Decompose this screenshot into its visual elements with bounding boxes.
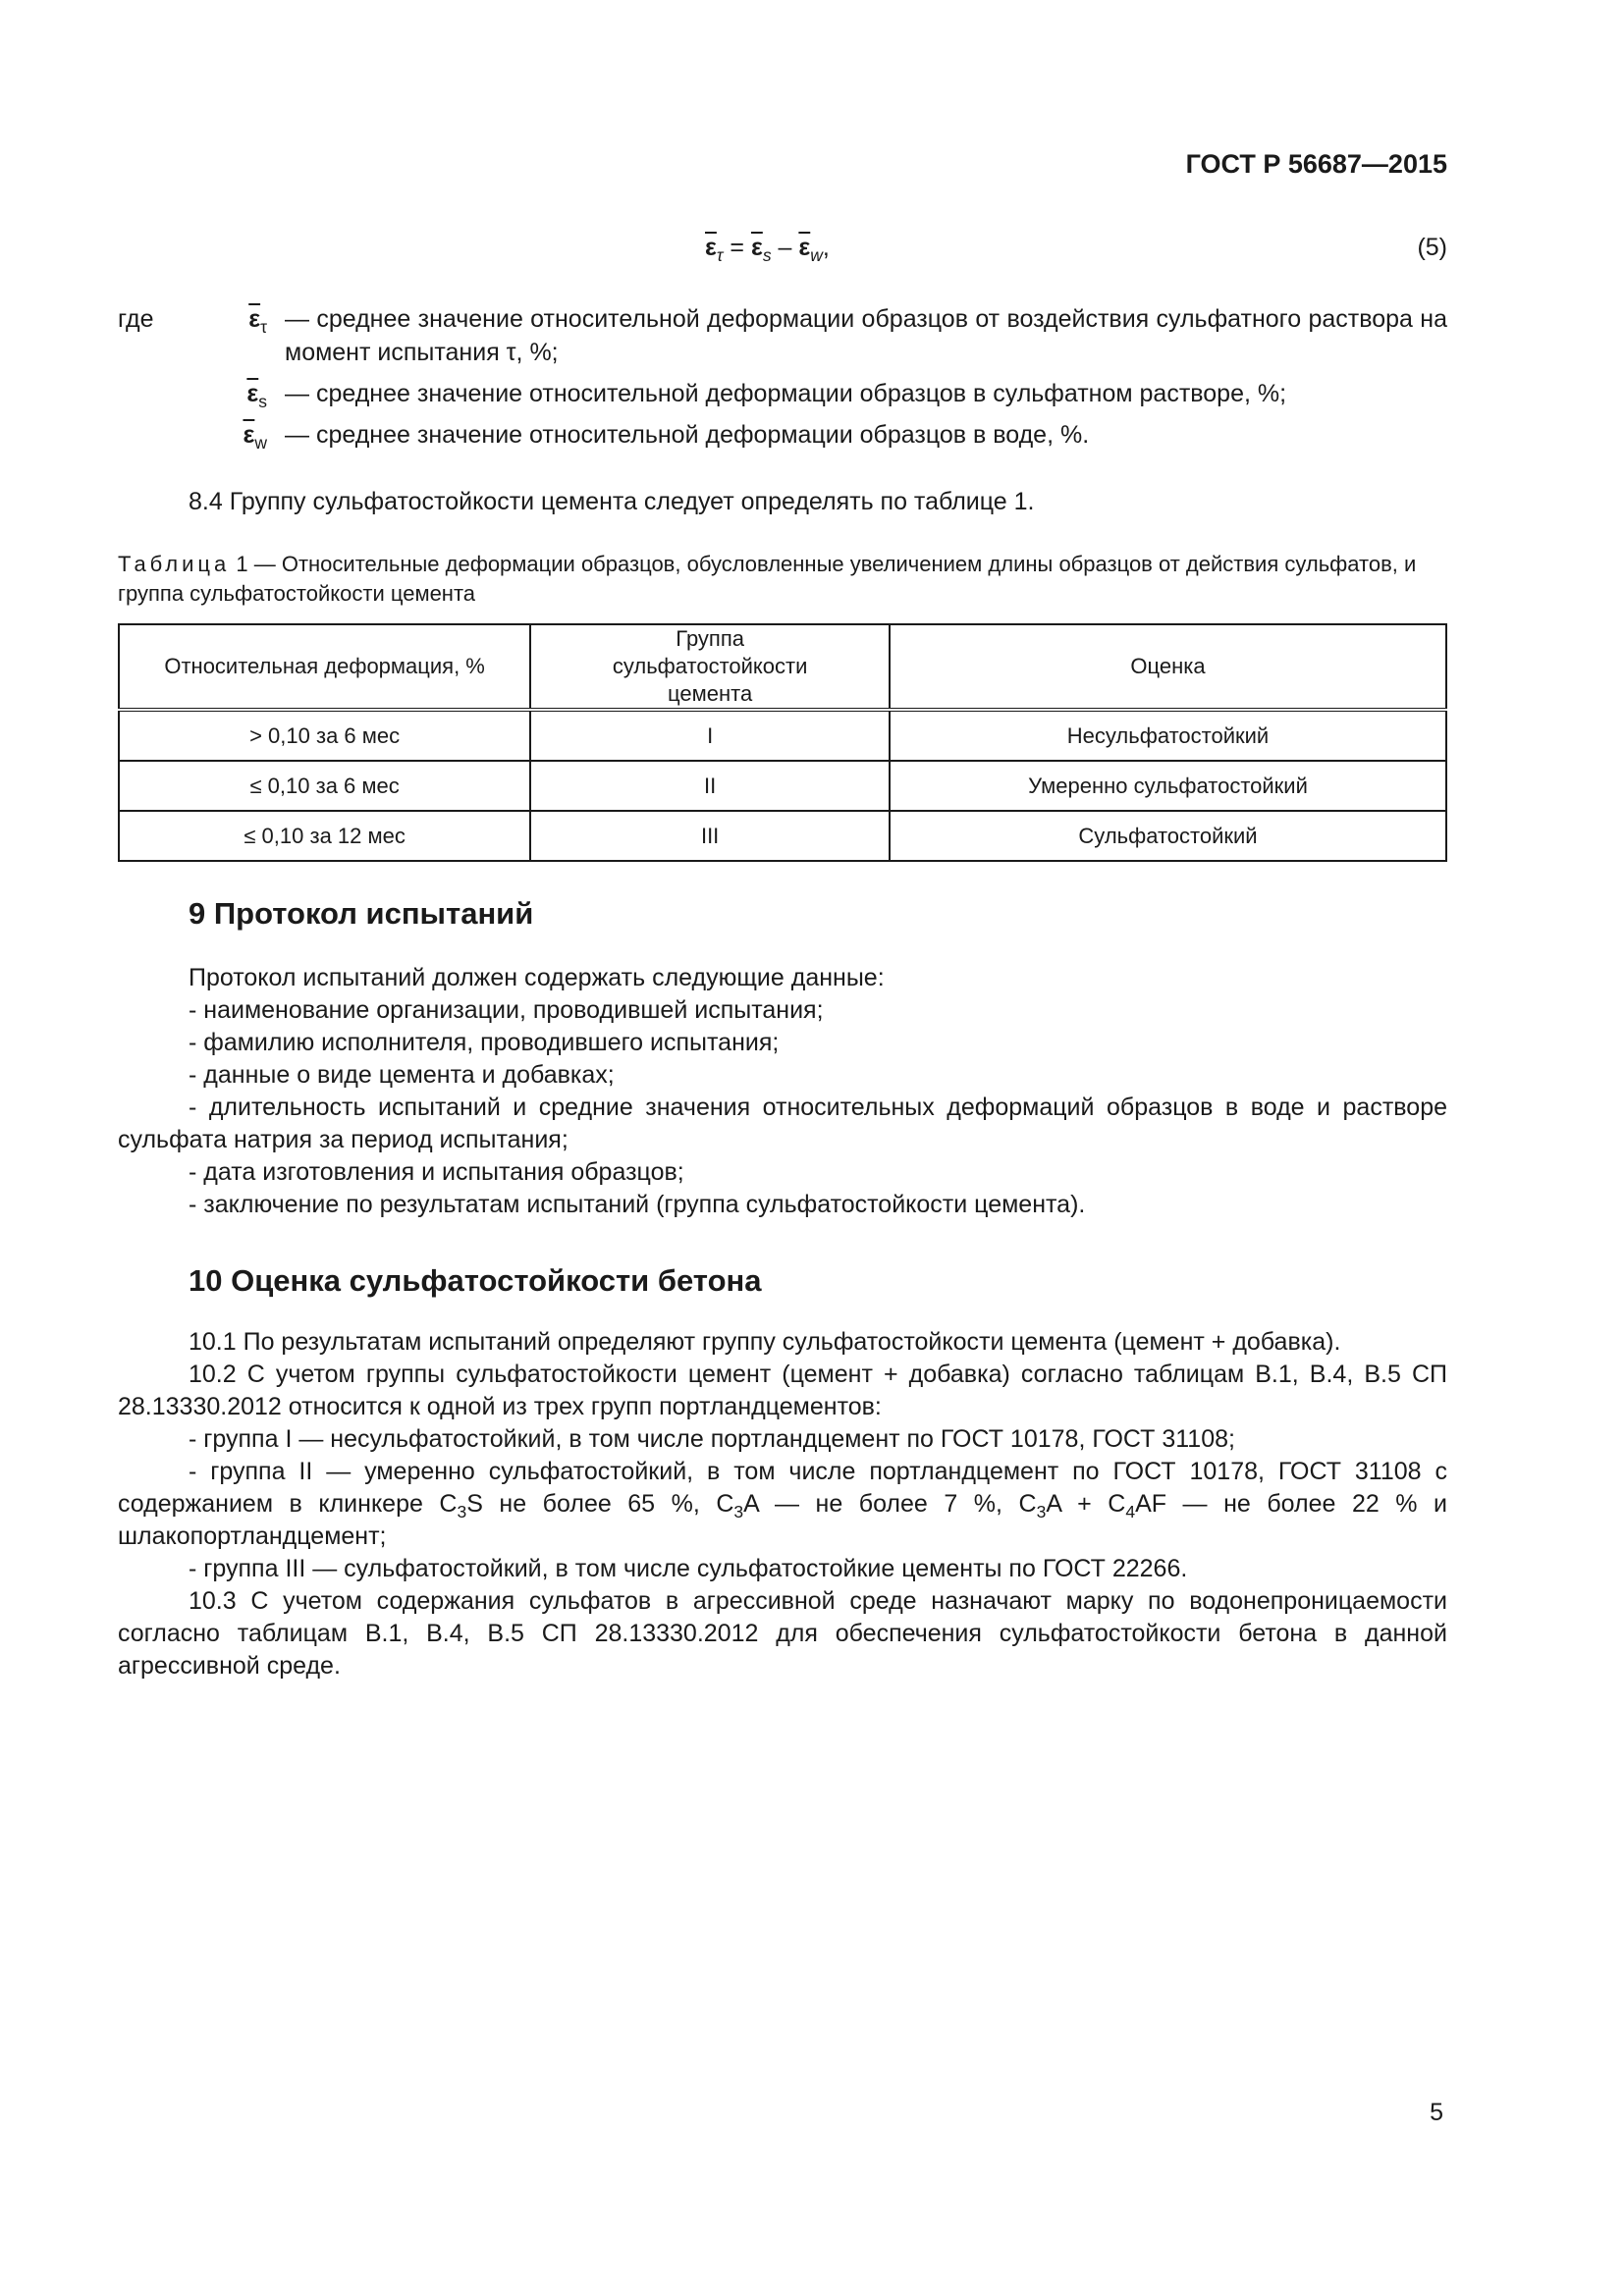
table-cell: I bbox=[530, 710, 890, 761]
formula-term2-sub: w bbox=[810, 245, 823, 265]
table-row bbox=[119, 761, 1446, 811]
section-9-intro: Протокол испытаний должен содержать следующие данные: bbox=[189, 964, 885, 991]
table-cell: ≤ 0,10 за 6 мес bbox=[119, 761, 530, 811]
table-cell: III bbox=[530, 811, 890, 861]
table-header-cell: Оценка bbox=[890, 624, 1446, 710]
paragraph-10-1: 10.1 По результатам испытаний определяют группу сульфатостойкости цемента (цемент + добавка). bbox=[189, 1328, 1341, 1356]
legend-description: — среднее значение относительной деформации образцов в сульфатном растворе, %; bbox=[285, 380, 1287, 407]
list-item-group-2: - группа II — умеренно сульфатостойкий, в том числе портландцемент по ГОСТ 10178, ГОСТ 31108 с содержанием в клинкере $C_3S$ не более 65 %, $C_3A$ — не более 7 %, $C_3A + C_4AF$ — не более 22 % и шлакопортландцемент; bbox=[118, 1458, 1448, 1550]
formula-term2: $\overline{\varepsilon}$ bbox=[798, 234, 811, 261]
legend-description: — среднее значение относительной деформации образцов в воде, %. bbox=[285, 421, 1090, 449]
legend-symbol: $\overline{\varepsilon}_s$ bbox=[246, 380, 267, 411]
legend-symbol: $\overline{\varepsilon}_\tau$ bbox=[248, 305, 267, 337]
table-cell: II bbox=[530, 761, 890, 811]
table-cell: > 0,10 за 6 мес bbox=[119, 710, 530, 761]
list-item: - заключение по результатам испытаний (группа сульфатостойкости цемента). bbox=[189, 1191, 1086, 1218]
formula-equals: = bbox=[730, 234, 744, 261]
table-cell: Умеренно сульфатостойкий bbox=[890, 761, 1446, 811]
list-item: - фамилию исполнителя, проводившего испытания; bbox=[189, 1029, 780, 1056]
table-cell: Несульфатостойкий bbox=[890, 710, 1446, 761]
table-header-row bbox=[119, 624, 1446, 710]
table-caption-label: Таблица bbox=[118, 552, 231, 576]
table-cell: ≤ 0,10 за 12 мес bbox=[119, 811, 530, 861]
legend-description: — среднее значение относительной деформации образцов от воздействия сульфатного раствора на момент испытания τ, %; bbox=[285, 305, 1447, 366]
formula-number: (5) bbox=[1417, 234, 1447, 261]
list-item-group-3: - группа III — сульфатостойкий, в том числе сульфатостойкие цементы по ГОСТ 22266. bbox=[189, 1555, 1188, 1582]
table-caption bbox=[118, 550, 1447, 609]
section-10-title: 10 Оценка сульфатостойкости бетона bbox=[189, 1263, 762, 1298]
list-item-group-1: - группа I — несульфатостойкий, в том числе портландцемент по ГОСТ 10178, ГОСТ 31108; bbox=[189, 1425, 1235, 1453]
table-1 bbox=[118, 623, 1447, 862]
list-item: - дата изготовления и испытания образцов; bbox=[189, 1158, 684, 1186]
section-9-title: 9 Протокол испытаний bbox=[189, 896, 534, 931]
table-header-cell: Относительная деформация, % bbox=[119, 624, 530, 710]
formula-term1-sub: s bbox=[762, 245, 772, 265]
formula-tail: , bbox=[822, 234, 830, 261]
formula-5 bbox=[0, 234, 1624, 269]
formula-lhs-sub: τ bbox=[716, 245, 724, 265]
legend-where-word: где bbox=[118, 305, 154, 333]
document-code: ГОСТ Р 56687—2015 bbox=[1185, 149, 1447, 179]
table-cell: Сульфатостойкий bbox=[890, 811, 1446, 861]
table-row bbox=[119, 811, 1446, 861]
paragraph-8-4: 8.4 Группу сульфатостойкости цемента следует определять по таблице 1. bbox=[189, 488, 1035, 515]
table-header-cell: Группа сульфатостойкости цемента bbox=[530, 624, 890, 710]
list-item: - данные о виде цемента и добавках; bbox=[189, 1061, 615, 1089]
formula-legend bbox=[118, 302, 1447, 452]
legend-row bbox=[118, 302, 1447, 369]
formula-term1: $\overline{\varepsilon}$ bbox=[750, 234, 763, 261]
paragraph-10-3: 10.3 С учетом содержания сульфатов в агрессивной среде назначают марку по водонепроницаемости согласно таблицам В.1, В.4, В.5 СП 28.13330.2012 для обеспечения сульфатостойкости бетона в данной агрессивной среде. bbox=[118, 1587, 1447, 1680]
list-item: - длительность испытаний и средние значения относительных деформаций образцов в воде и растворе сульфата натрия за период испытания; bbox=[118, 1094, 1447, 1153]
formula-expression bbox=[705, 234, 830, 265]
legend-symbol: $\overline{\varepsilon}_w$ bbox=[243, 421, 267, 453]
section-10-body bbox=[118, 1326, 1447, 1682]
legend-row bbox=[118, 418, 1447, 452]
table-caption-text: 1 — Относительные деформации образцов, обусловленные увеличением длины образцов от действия сульфатов, и группа сульфатостойкости цемента bbox=[118, 552, 1417, 606]
formula-minus: – bbox=[778, 234, 792, 261]
table-row bbox=[119, 710, 1446, 761]
legend-row bbox=[118, 377, 1447, 410]
paragraph-10-2: 10.2 С учетом группы сульфатостойкости цемент (цемент + добавка) согласно таблицам В.1, В.4, В.5 СП 28.13330.2012 относится к одной из трех групп портландцементов: bbox=[118, 1361, 1447, 1420]
page-number: 5 bbox=[1430, 2099, 1443, 2126]
list-item: - наименование организации, проводившей испытания; bbox=[189, 996, 824, 1024]
formula-lhs: $\overline{\varepsilon}$ bbox=[705, 234, 717, 261]
section-9-body bbox=[118, 962, 1447, 1221]
